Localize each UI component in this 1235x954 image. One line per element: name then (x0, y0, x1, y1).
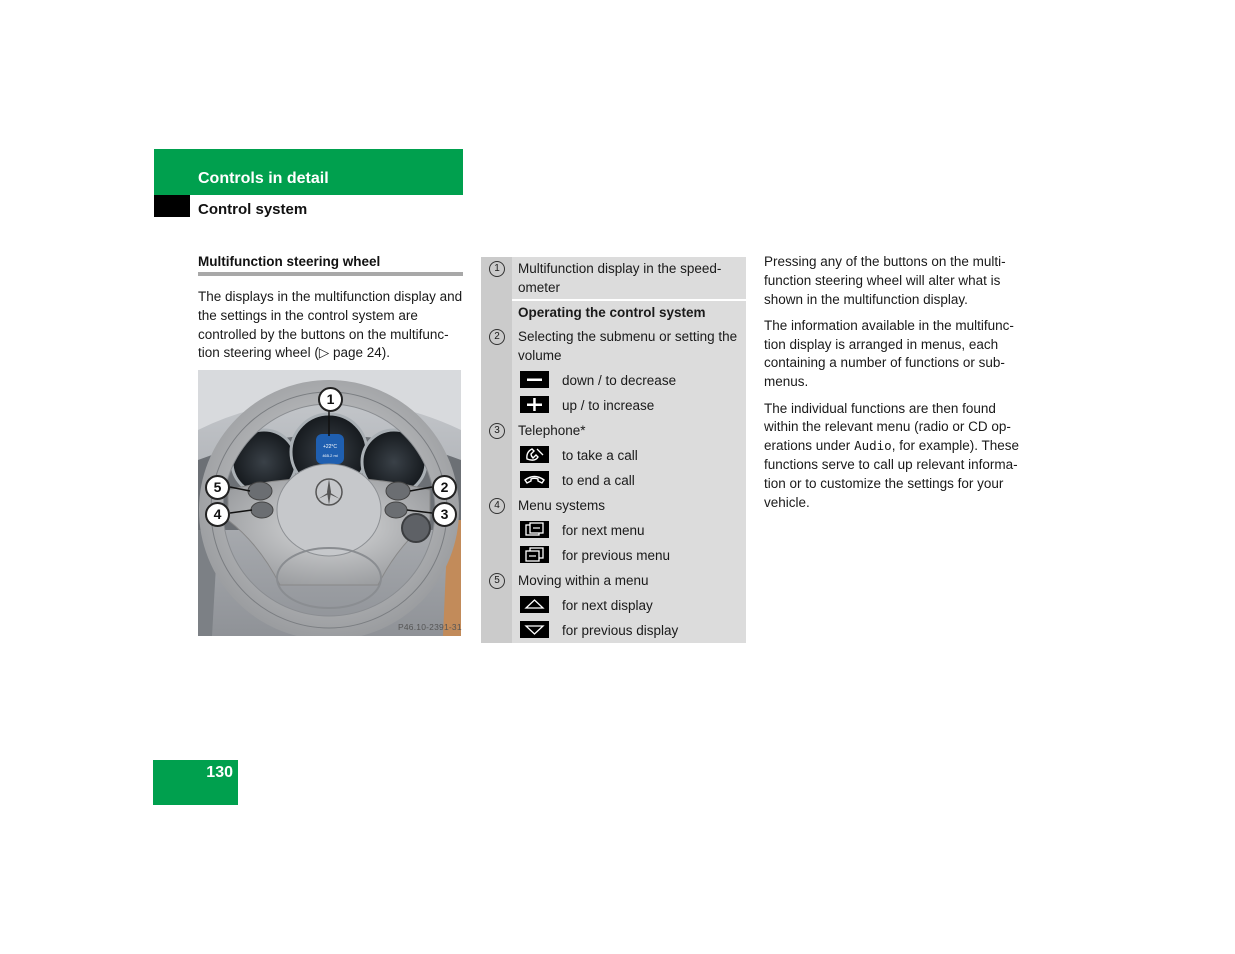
subheading-text: Operating the control system (518, 305, 706, 320)
key-row-pickup (481, 446, 746, 465)
steering-wheel-figure (198, 370, 461, 636)
callout-3: 3 (432, 502, 457, 527)
next-menu-key-icon (520, 521, 549, 538)
key-row-hangup (481, 471, 746, 490)
key-text: down / to decrease (562, 373, 677, 388)
previous-menu-key-icon (520, 546, 549, 563)
row-text: Moving within a menu (518, 573, 649, 588)
callout-4: 4 (205, 502, 230, 527)
column3-paragraph-1: Pressing any of the buttons on the multi-function steering wheel will alter what is shown in the multifunction display. (764, 254, 1006, 307)
key-text: for next menu (562, 523, 645, 538)
key-text: to end a call (562, 473, 635, 488)
row-number: 4 (489, 498, 505, 514)
callout-2: 2 (432, 475, 457, 500)
key-text: for next display (562, 598, 653, 613)
paragraph-text-b: , for example). These functions serve to call up relevant informa-tion or to customize the settings for your vehicle. (764, 438, 1020, 510)
callout-1: 1 (318, 387, 343, 412)
row-text: Multifunction display in the speed-ometer (518, 261, 722, 295)
key-text: for previous display (562, 623, 679, 638)
column1-paragraph (198, 288, 466, 363)
key-row-next-menu (481, 521, 746, 540)
control-table (481, 257, 746, 643)
row-number: 1 (489, 261, 505, 277)
paragraph-text-b: page 24). (329, 345, 391, 361)
paragraph-text-a: The displays in the multifunction display and the settings in the control system are controlled by the buttons on the multifunc-tion steering wheel ( (198, 289, 463, 361)
row-number: 5 (489, 573, 505, 589)
column3-text (764, 253, 1034, 520)
subsection-title: Control system (198, 201, 308, 218)
row-number: 3 (489, 423, 505, 439)
key-row-previous-menu (481, 546, 746, 565)
callout-5: 5 (205, 475, 230, 500)
column1-heading: Multifunction steering wheel (198, 254, 381, 269)
row-text: Telephone* (518, 423, 586, 438)
up-triangle-key-icon (520, 596, 549, 613)
subsection-marker (154, 195, 190, 217)
key-text: for previous menu (562, 548, 671, 563)
column3-paragraph-2: The information available in the multifunc-tion display is arranged in menus, each containing a number of functions or sub-menus. (764, 317, 1014, 390)
display-text-1: +22°C (322, 444, 338, 450)
row-text: Selecting the submenu or setting the volume (518, 329, 738, 363)
row-number: 2 (489, 329, 505, 345)
section-title: Controls in detail (198, 170, 329, 187)
row-text: Menu systems (518, 498, 606, 513)
key-row-plus (481, 396, 746, 415)
page-number: 130 (206, 764, 233, 781)
figure-code: P46.10-2391-31 (398, 622, 462, 632)
plus-key-icon (520, 396, 549, 413)
row-separator (512, 299, 746, 301)
minus-key-icon (520, 371, 549, 388)
display-text-2: 465.2 mi (322, 453, 338, 458)
paragraph-text-a: The individual functions are then found within the relevant menu (radio or CD op-erations under (764, 400, 1011, 454)
phone-pickup-key-icon (520, 446, 549, 463)
down-triangle-key-icon (520, 621, 549, 638)
key-row-minus (481, 371, 746, 390)
key-text: up / to increase (562, 398, 655, 413)
page-ref-arrow-icon: ▷ (318, 345, 330, 361)
audio-menu-code: Audio (854, 438, 892, 454)
phone-hangup-key-icon (520, 471, 549, 488)
table-row-1 (481, 259, 746, 299)
column3-paragraph-3 (764, 400, 1034, 513)
key-text: to take a call (562, 448, 638, 463)
key-row-previous-display (481, 621, 746, 640)
heading-rule (198, 272, 463, 276)
key-row-next-display (481, 596, 746, 615)
